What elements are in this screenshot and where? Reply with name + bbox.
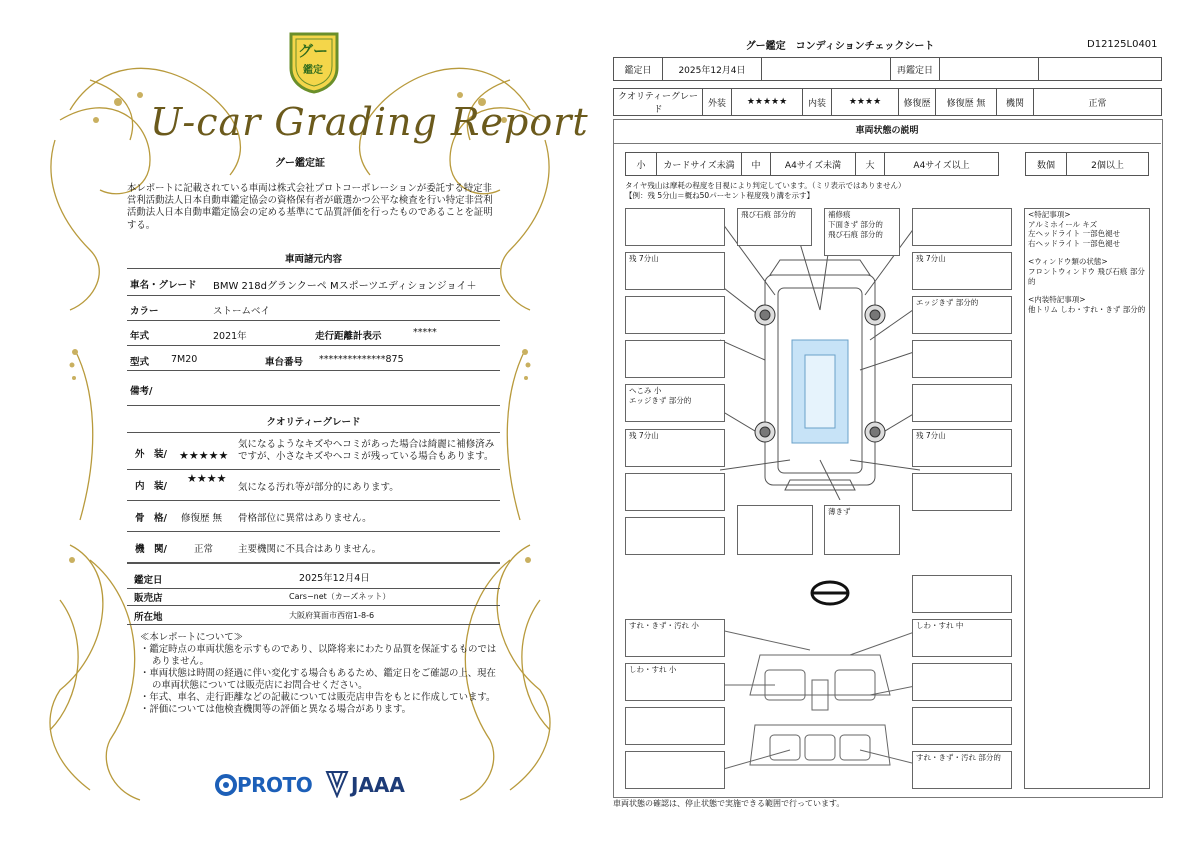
grade-label: クオリティーグレード xyxy=(614,89,703,116)
legend-medium-desc: A4サイズ未満 xyxy=(771,153,856,176)
ext-label: 外装 xyxy=(703,89,732,116)
legend-medium: 中 xyxy=(742,153,771,176)
callout-interior-right2 xyxy=(912,663,1012,701)
jaaa-logo-text: JAAA xyxy=(351,773,405,797)
badge-text: グー xyxy=(298,42,329,60)
shop-label: 販売店 xyxy=(134,593,163,604)
special-item: 左ヘッドライト 一部色褪せ xyxy=(1028,229,1121,239)
spec-chassis-value: **************875 xyxy=(319,354,404,365)
spec-model-label: 型式 xyxy=(130,357,150,368)
spec-mileage-label: 走行距離計表示 xyxy=(315,331,382,342)
note-item: ・車両状態は時間の経過に伴い変化する場合もあるため、鑑定日をご確認の上、現在の車両状態については販売店にお問合せください。 xyxy=(140,668,496,691)
callout-interior-right3 xyxy=(912,707,1012,745)
callout-left-dent: へこみ 小 エッジきず 部分的 xyxy=(625,384,725,422)
empty-cell xyxy=(1039,58,1162,81)
badge-subtext: 鑑定 xyxy=(303,65,323,76)
interior-item: 他トリム しわ・すれ・きず 部分的 xyxy=(1028,304,1146,314)
section-title: 車両状態の説明 xyxy=(613,119,1161,144)
callout-interior-left2: しわ・すれ 小 xyxy=(625,663,725,701)
callout-rear-mid1 xyxy=(737,505,813,555)
spec-model-value: 7M20 xyxy=(171,354,198,365)
callout-front-right xyxy=(912,208,1012,246)
callout-interior-right1: しわ・すれ 中 xyxy=(912,619,1012,657)
exterior-stars: ★★★★★ xyxy=(179,449,229,462)
window-item: フロントウィンドウ 飛び石痕 部分的 xyxy=(1028,266,1145,286)
shop-value: Cars−net（カーズネット） xyxy=(289,592,391,601)
spec-color-label: カラー xyxy=(130,306,159,317)
info-row-shop xyxy=(127,588,500,606)
report-script-title: U-car Grading Report xyxy=(150,100,589,144)
special-notes-panel xyxy=(1024,208,1150,789)
int-value: ★★★★ xyxy=(832,89,899,116)
info-row-address xyxy=(127,606,500,625)
callout-steering xyxy=(912,575,1012,613)
spec-color-value: ストームベイ xyxy=(213,306,271,317)
reinspect-value xyxy=(940,58,1039,81)
document-id: D12125L0401 xyxy=(1087,39,1158,50)
spec-year-value: 2021年 xyxy=(213,331,247,342)
date-label: 鑑定日 xyxy=(614,58,663,81)
special-title: <特記事項> xyxy=(1028,210,1071,219)
tire-note: タイヤ残山は摩耗の程度を目視により判定しています。（ミリ表示ではありません） xyxy=(625,181,906,190)
callout-interior-right4: すれ・きず・汚れ 部分的 xyxy=(912,751,1012,789)
exterior-text: 気になるようなキズやヘコミがあった場合は綺麗に補修済みですが、小さなキズやヘコミが残っている場合もあります。 xyxy=(238,439,495,462)
interior-text: 気になる汚れ等が部分的にあります。 xyxy=(238,482,399,493)
reinspect-label: 再鑑定日 xyxy=(891,58,940,81)
date-value: 2025年12月4日 xyxy=(663,58,762,81)
info-row-date xyxy=(127,563,500,589)
quality-grade-table xyxy=(613,88,1162,116)
sheet-footer-note: 車両状態の確認は、停止状態で実施できる範囲で行っています。 xyxy=(613,799,845,808)
callout-front-left xyxy=(625,208,725,246)
callout-interior-left3 xyxy=(625,707,725,745)
interior-label: 内 装/ xyxy=(135,481,167,492)
special-item: アルミホイール キズ xyxy=(1028,219,1098,229)
note-item: ・年式、車名、走行距離などの記載については販売店申告をもとに作成しています。 xyxy=(140,692,496,703)
engine-value: 正常 xyxy=(194,544,214,555)
date-value: 2025年12月4日 xyxy=(299,573,370,584)
proto-logo-text: PROTO xyxy=(237,773,313,797)
legend-large-desc: A4サイズ以上 xyxy=(885,153,999,176)
int-label: 内装 xyxy=(803,89,832,116)
spec-chassis-label: 車台番号 xyxy=(265,357,304,368)
exterior-label: 外 装/ xyxy=(135,449,167,460)
address-value: 大阪府箕面市西宿1-8-6 xyxy=(289,611,375,620)
quality-row-exterior xyxy=(127,433,500,470)
repair-value: 修復歴 無 xyxy=(936,89,997,116)
frame-text: 骨格部位に異常はありません。 xyxy=(238,513,372,524)
spec-year-label: 年式 xyxy=(130,331,150,342)
engine-text: 主要機関に不具合はありません。 xyxy=(238,544,382,555)
interior-title: <内装特記事項> xyxy=(1028,295,1086,305)
spec-section-title: 車両諸元内容 xyxy=(284,254,342,265)
spec-name-value: BMW 218dグランクーペ Mスポーツエディションジョイ＋ xyxy=(213,281,477,292)
callout-left-5 xyxy=(625,473,725,511)
ext-value: ★★★★★ xyxy=(732,89,803,116)
car-interior-diagram xyxy=(720,575,920,785)
note-item: ・鑑定時点の車両状態を示すものであり、以降将来にわたり品質を保証するものではありません。 xyxy=(140,644,497,667)
count-legend-table xyxy=(1025,152,1149,176)
interior-stars: ★★★★ xyxy=(187,472,227,485)
spec-row-model xyxy=(127,346,500,371)
certificate-body: 本レポートに記載されている車両は株式会社プロトコーポレーションが委託する特定非営利活動法人日本自動車鑑定協会の資格保有者が厳選かつ公平な検査を行い特定非営利活動法人日本自動車鑑定協会の定める基準にて品質評価を行ったものであることを証明する。 xyxy=(127,183,493,231)
legend-small: 小 xyxy=(626,153,657,176)
frame-label: 骨 格/ xyxy=(135,513,167,524)
callout-front-mid2: 補修痕 下面きず 部分的 飛び石痕 部分的 xyxy=(824,208,900,256)
certificate-title: グー鑑定証 xyxy=(275,158,325,169)
callout-tire-right-rear: 残 7分山 xyxy=(912,429,1012,467)
size-legend-table xyxy=(625,152,999,176)
callout-left-2 xyxy=(625,296,725,334)
callout-tire-left-front: 残 7分山 xyxy=(625,252,725,290)
spec-row-year xyxy=(127,321,500,346)
special-item: 右ヘッドライト 一部色褪せ xyxy=(1028,238,1121,248)
frame-value: 修復歴 無 xyxy=(181,513,223,524)
spec-mileage-value: ***** xyxy=(413,327,437,338)
jaaa-logo-icon xyxy=(325,770,349,798)
legend-small-desc: カードサイズ未満 xyxy=(657,153,742,176)
tire-example: 【例：残 5分山＝概ね50パーセント程度残り溝を示す】 xyxy=(625,191,815,200)
spec-row-color xyxy=(127,296,500,321)
goo-appraisal-badge xyxy=(287,30,341,94)
callout-front-mid1: 飛び石痕 部分的 xyxy=(737,208,812,246)
callout-right-4 xyxy=(912,384,1012,422)
spec-remarks-label: 備考/ xyxy=(130,386,153,397)
notes-title: ≪本レポートについて≫ xyxy=(140,632,243,643)
quality-section-title: クオリティーグレード xyxy=(266,417,361,428)
callout-rear-scratch: 薄きず xyxy=(824,505,900,555)
quality-row-engine xyxy=(127,532,500,563)
callout-right-edge: エッジきず 部分的 xyxy=(912,296,1012,334)
spec-row-name xyxy=(127,269,500,296)
quality-row-interior xyxy=(127,470,500,501)
inspection-date-table xyxy=(613,57,1162,81)
engine-label: 機 関/ xyxy=(135,544,167,555)
callout-interior-left1: すれ・きず・汚れ 小 xyxy=(625,619,725,657)
legend-large: 大 xyxy=(856,153,885,176)
date-label: 鑑定日 xyxy=(134,575,163,586)
window-title: <ウィンドウ類の状態> xyxy=(1028,257,1108,267)
callout-interior-left4 xyxy=(625,751,725,789)
sheet-title: グー鑑定 コンディションチェックシート xyxy=(745,41,935,52)
legend-count: 数個 xyxy=(1026,153,1067,176)
callout-right-5 xyxy=(912,473,1012,511)
condition-check-sheet xyxy=(600,0,1200,848)
address-label: 所在地 xyxy=(134,612,163,623)
callout-left-6 xyxy=(625,517,725,555)
spec-row-remarks xyxy=(127,371,500,406)
spec-name-label: 車名・グレード xyxy=(130,280,197,291)
quality-row-frame xyxy=(127,501,500,532)
note-item: ・評価については他検査機関等の評価と異なる場合があります。 xyxy=(140,704,411,715)
repair-label: 修復歴 xyxy=(899,89,936,116)
footer-logos xyxy=(215,768,415,802)
callout-right-3 xyxy=(912,340,1012,378)
empty-cell xyxy=(762,58,891,81)
engine-value: 正常 xyxy=(1034,89,1162,116)
legend-count-desc: 2個以上 xyxy=(1067,153,1149,176)
callout-tire-left-rear: 残 7分山 xyxy=(625,429,725,467)
report-notes xyxy=(140,632,500,716)
proto-logo-icon xyxy=(215,774,237,796)
callout-left-3 xyxy=(625,340,725,378)
engine-label: 機関 xyxy=(997,89,1034,116)
callout-tire-right-front: 残 7分山 xyxy=(912,252,1012,290)
